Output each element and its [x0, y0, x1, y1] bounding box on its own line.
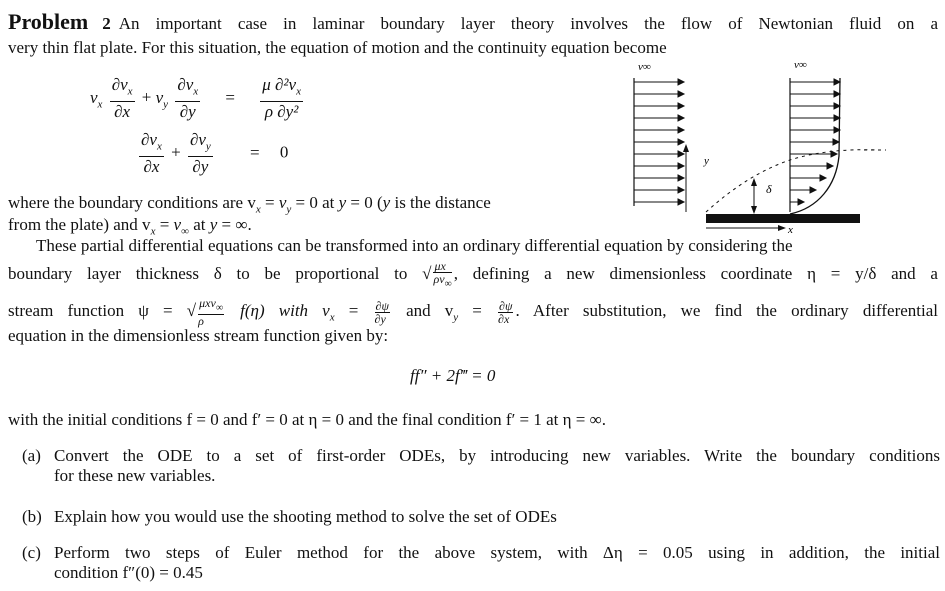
para2-text-3b: f(η) with v	[240, 301, 330, 321]
para2-line-3: stream function ψ = √ $\frac{\mu xv_\infty}{\rho}$ f(η) with $v_x$ = $\frac{\partial\psi}{\partial y}$ and $v_y$ = $\frac{\partial\psi}{\partial x}$ . After substitution, we find the ordinary differential	[8, 296, 939, 329]
equals-sign-2: =	[250, 142, 260, 162]
part-b-label: (b)	[22, 507, 42, 526]
sqrt-mu-x-over-rho-v: √ $\frac{\mu x}{\rho v_\infty}$	[422, 259, 452, 290]
ode-equation: ff″ + 2f‴ = 0	[410, 366, 496, 385]
intro-text-1: An important case in laminar boundary layer theory involves the flow of Newtonian fluid on a	[118, 14, 938, 33]
para2-text-2b: , defining a new dimensionless coordinate η = y/δ and a	[453, 264, 938, 284]
plus-sign: +	[171, 142, 181, 162]
vinf-left-label: v∞	[638, 61, 651, 73]
y-axis-label: y	[704, 155, 709, 167]
para2-line-2	[8, 260, 938, 290]
bc-text-2: from the plate) and v	[8, 215, 151, 234]
para2-line-4: equation in the dimensionless stream function given by:	[8, 326, 389, 345]
para2-text-2a: boundary layer thickness δ to be proportional to	[8, 264, 408, 284]
equals-sign-1: =	[225, 87, 235, 107]
x-axis-label: x	[788, 224, 793, 236]
para2-text-3a: stream function ψ =	[8, 301, 173, 321]
part-a-label: (a)	[22, 446, 41, 465]
flat-plate	[706, 214, 860, 223]
boundary-profile-arrows	[790, 79, 840, 205]
part-a-line1: Convert the ODE to a set of first-order ODEs, by introducing new variables. Write the boundary conditions	[54, 446, 940, 465]
bc-line-1: where the boundary conditions are $v_x = v_y = 0$ at y = 0 (y is the distance	[8, 193, 491, 216]
initial-conditions: with the initial conditions f = 0 and f′ = 0 at η = 0 and the final condition f′ = 1 at η = ∞.	[8, 410, 607, 429]
para2-text-3c: and v	[406, 301, 454, 321]
momentum-equation: $v_x$ $\frac{\partial v_x}{\partial x}$ + $v_y$ $\frac{\partial v_x}{\partial y}$ = $\frac{\mu \partial^2v_x}{\text{ρ ∂y²}}$	[90, 75, 301, 122]
part-c-line2: condition f″(0) = 0.45	[54, 563, 203, 582]
part-b-line1: Explain how you would use the shooting method to solve the set of ODEs	[54, 507, 557, 526]
part-b	[22, 507, 940, 527]
vinf-right-label: v∞	[794, 59, 807, 71]
bc-text-1: where the boundary conditions are v	[8, 193, 256, 212]
part-c-line1: Perform two steps of Euler method for the above system, with Δη = 0.05 using in addition, the initial	[54, 543, 940, 562]
part-a	[22, 446, 940, 486]
delta-label: δ	[766, 182, 772, 196]
dpsi-dy: $\frac{\partial\psi}{\partial y}$	[374, 298, 389, 326]
problem-label: Problem	[8, 9, 89, 34]
continuity-equation: $\frac{\partial v_x}{\partial x}$ + $\frac{\partial v_y}{\partial y}$ = 0	[141, 130, 289, 177]
part-c	[22, 543, 940, 583]
zero-rhs: 0	[279, 142, 289, 162]
para2-text-3d: . After substitution, we find the ordinary differential	[515, 301, 939, 321]
uniform-velocity-arrows	[634, 79, 684, 205]
part-a-line2: for these new variables.	[54, 466, 216, 485]
dpsi-dx: $\frac{\partial\psi}{\partial x}$	[498, 298, 513, 326]
sqrt-mu-x-v-over-rho: √ $\frac{\mu xv_\infty}{\rho}$	[186, 296, 223, 329]
para2-line-1: These partial differential equations can be transformed into an ordinary differential equation by considering the	[36, 236, 793, 255]
boundary-layer-figure	[628, 56, 945, 236]
problem-intro-line2: very thin flat plate. For this situation, the equation of motion and the continuity equation become	[8, 38, 667, 57]
part-c-label: (c)	[22, 543, 41, 562]
problem-number: 2	[102, 14, 111, 33]
problem-intro-line1	[8, 9, 938, 35]
bc-line-2: from the plate) and $v_x = v_\infty$ at y = ∞.	[8, 215, 252, 238]
